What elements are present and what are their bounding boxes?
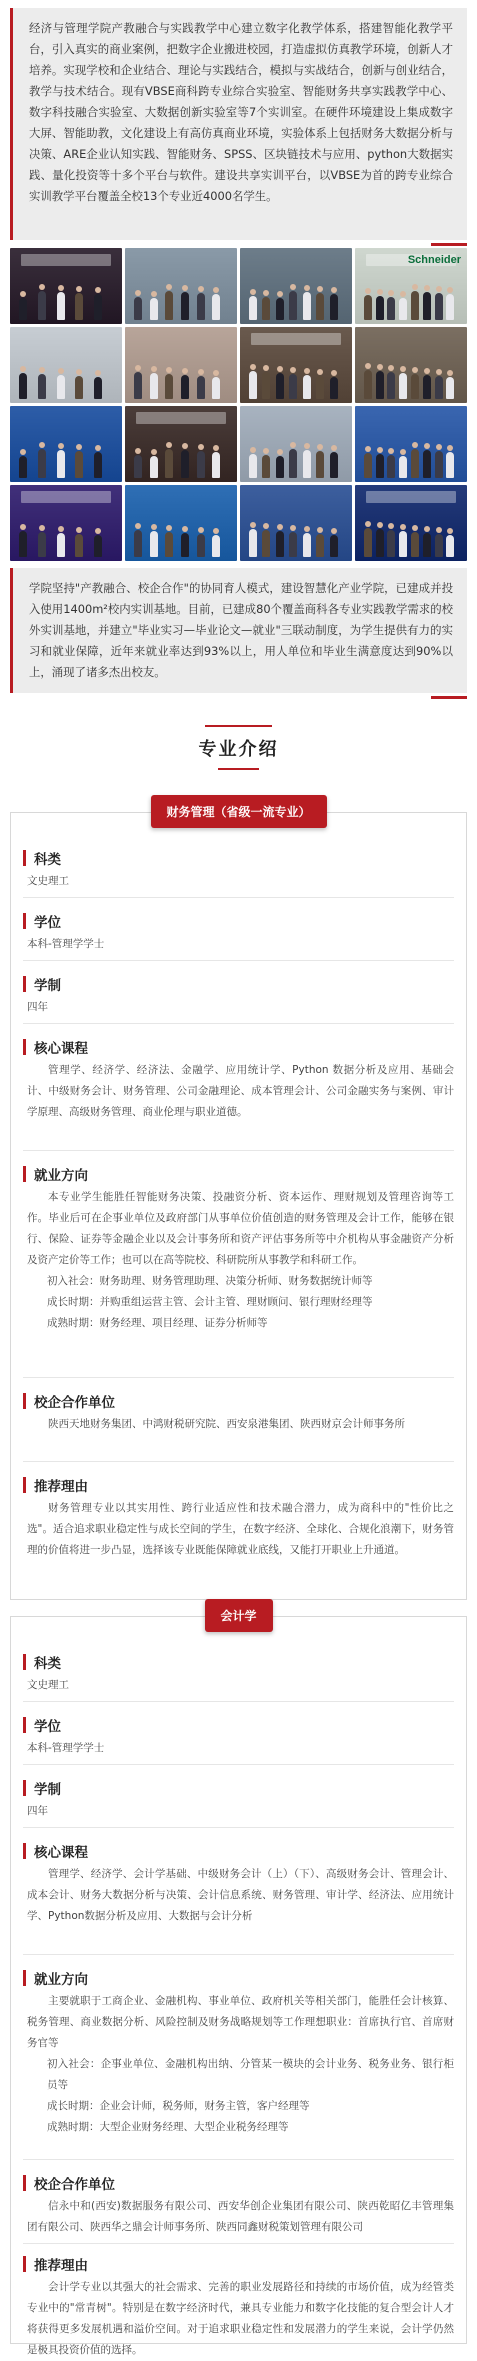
banner-decor xyxy=(21,491,111,503)
field-value: 陕西天地财务集团、中鸿财税研究院、西安泉港集团、陕西财京会计师事务所 xyxy=(48,1418,405,1430)
field-label: 学制 xyxy=(34,978,61,994)
person-figure xyxy=(165,291,173,320)
field-duration xyxy=(11,971,466,1018)
career-mature: 成熟时期：财务经理、项目经理、证券分析师等 xyxy=(47,1317,268,1329)
person-figure xyxy=(303,292,311,320)
person-figure xyxy=(446,294,454,320)
career-entry: 初入社会：企事业单位、金融机构出纳、分管某一模块的会计业务、税务业务、银行柜员等 xyxy=(47,2058,454,2091)
field-label: 学位 xyxy=(34,1719,61,1735)
person-figure xyxy=(197,293,205,320)
person-figure xyxy=(181,450,189,478)
person-figure xyxy=(387,372,395,399)
person-figure xyxy=(387,455,395,478)
person-figure xyxy=(249,454,257,478)
photo-5 xyxy=(10,327,122,403)
person-figure xyxy=(276,456,284,478)
photo-10 xyxy=(125,406,237,482)
person-figure xyxy=(75,376,83,399)
field-value: 财务管理专业以其实用性、跨行业适应性和技术融合潜力，成为商科中的"性价比之选"。适合追求职业稳定性与成长空间的学生，在数字经济、全球化、合规化浪潮下，财务管理的价值将进一步凸显，选择该专业既能保障就业底线，又能打开职业上升通道。 xyxy=(27,1502,454,1556)
section-title: 专业介绍 xyxy=(198,739,279,760)
field-career xyxy=(11,1161,466,1334)
photo-2 xyxy=(125,248,237,324)
banner-decor xyxy=(136,412,226,424)
person-figure xyxy=(94,377,102,399)
career-stages xyxy=(23,1271,454,1334)
divider xyxy=(23,1023,454,1024)
person-figure xyxy=(364,453,372,478)
person-figure xyxy=(330,535,338,557)
person-figure xyxy=(411,449,419,478)
field-label: 推荐理由 xyxy=(34,1479,88,1495)
person-figure xyxy=(330,377,338,399)
person-figure xyxy=(181,292,189,320)
person-figure xyxy=(423,375,431,399)
person-figure xyxy=(249,371,257,399)
major-card-financial-management xyxy=(10,805,467,1600)
person-figure xyxy=(303,533,311,557)
field-degree xyxy=(11,908,466,955)
person-figure xyxy=(212,452,220,478)
person-figure xyxy=(57,292,65,320)
field-value: 会计学专业以其强大的社会需求、完善的职业发展路径和持续的市场价值，成为经管类专业中的"常青树"。特别是在数字经济时代，兼具专业能力和数字化技能的复合型会计人才将获得更多发展机遇和溢价空间。对于追求职业稳定性和发展潜力的学生来说，会计学仍然是极具投资价值的选择。 xyxy=(27,2281,454,2356)
photo-6 xyxy=(125,327,237,403)
field-partners xyxy=(11,1388,466,1435)
field-value: 信永中和(西安)数据服务有限公司、西安华创企业集团有限公司、陕西乾昭亿丰管理集团有限公司、陕西华之鼎会计师事务所、陕西同鑫财税策划管理有限公司 xyxy=(27,2200,454,2233)
field-recommend xyxy=(11,1472,466,1561)
person-figure xyxy=(19,373,27,399)
person-figure xyxy=(197,376,205,399)
heading-bar xyxy=(23,1843,26,1859)
major-card-accounting xyxy=(10,1609,467,2356)
photo-1 xyxy=(10,248,122,324)
field-value: 文史理工 xyxy=(27,875,69,887)
person-figure xyxy=(134,297,142,320)
person-figure xyxy=(289,449,297,478)
person-figure xyxy=(435,376,443,399)
person-figure xyxy=(303,375,311,399)
banner-decor xyxy=(366,491,456,503)
person-figure xyxy=(330,452,338,478)
person-figure xyxy=(165,532,173,557)
person-figure xyxy=(289,374,297,399)
person-figure xyxy=(19,456,27,478)
field-label: 科类 xyxy=(34,1656,61,1672)
person-figure xyxy=(57,450,65,478)
field-category xyxy=(11,845,466,892)
person-figure xyxy=(316,534,324,557)
person-figure xyxy=(150,298,158,320)
photo-3 xyxy=(240,248,352,324)
major-tag: 财务管理（省级一流专业） xyxy=(150,795,326,828)
accent-bar xyxy=(431,243,467,246)
intro-panel xyxy=(10,8,467,240)
divider xyxy=(23,897,454,898)
person-figure xyxy=(387,530,395,557)
heading-bar xyxy=(23,1039,26,1055)
person-figure xyxy=(399,531,407,557)
intro-paragraph: 经济与管理学院产教融合与实践教学中心建立数字化教学体系，搭建智能化教学平台，引入真实的商业案例，把数字企业搬进校园，打造虚拟仿真教学环境，创新人才培养。实现学校和企业结合、理论与实践结合，模拟与实战结合，创新与创业结合，教学与技术结合。现有VBSE商科跨专业综合实验室、智能财务共享实践教学中心、数字科技融合实验室、大数据创新实验室等7个实训室。在硬件环境建设上集成数字大屏、智能助教，文化建设上有高仿真商业环境，实验体系上包括财务大数据分析与决策、ARE企业认知实践、智能财务、SPSS、区块链技术与应用、python大数据实践、量化投资等十多个平台与软件。建设共享实训平台，以VBSE为首的跨专业综合实训教学平台覆盖全校13个专业近4000名学生。 xyxy=(29,21,453,203)
heading-bar xyxy=(23,1970,26,1986)
person-figure xyxy=(134,372,142,399)
person-figure xyxy=(262,372,270,399)
person-figure xyxy=(249,296,257,320)
person-figure xyxy=(316,376,324,399)
person-figure xyxy=(212,377,220,399)
field-courses xyxy=(11,1034,466,1123)
person-figure xyxy=(75,451,83,478)
field-label: 就业方向 xyxy=(34,1168,88,1184)
heading-bar xyxy=(23,1166,26,1182)
person-figure xyxy=(303,450,311,478)
divider xyxy=(23,1461,454,1462)
field-label: 核心课程 xyxy=(34,1041,88,1057)
person-figure xyxy=(38,291,46,320)
person-figure xyxy=(262,530,270,557)
field-label: 学位 xyxy=(34,915,61,931)
person-figure xyxy=(134,530,142,557)
photo-8 xyxy=(355,327,467,403)
person-figure xyxy=(387,297,395,320)
person-figure xyxy=(316,451,324,478)
person-figure xyxy=(330,294,338,320)
person-figure xyxy=(364,370,372,399)
person-figure xyxy=(150,531,158,557)
photo-12 xyxy=(355,406,467,482)
person-figure xyxy=(411,532,419,557)
career-entry: 初入社会：财务助理、财务管理助理、决策分析师、财务数据统计师等 xyxy=(47,1275,373,1287)
person-figure xyxy=(262,297,270,320)
field-value: 管理学、经济学、经济法、金融学、应用统计学、Python 数据分析及应用、基础会计、中级财务会计、财务管理、公司金融理论、成本管理会计、公司金融实务与案例、审计学原理、高级财务管理、商业伦理与职业道德。 xyxy=(27,1064,454,1118)
photo-13 xyxy=(10,485,122,561)
photo-9 xyxy=(10,406,122,482)
person-figure xyxy=(19,531,27,557)
heading-bar xyxy=(23,976,26,992)
career-growth: 成长时期：企业会计师，税务师，财务主管，客户经理等 xyxy=(47,2100,310,2112)
career-intro: 主要就职于工商企业、金融机构、事业单位、政府机关等相关部门，能胜任会计核算、税务管理、商业数据分析、风险控制及财务战略规划等工作理想职业：首席执行官、首席财务官等 xyxy=(27,1995,454,2049)
career-mature: 成熟时期：大型企业财务经理、大型企业税务经理等 xyxy=(47,2121,289,2133)
heading-bar xyxy=(23,1393,26,1409)
field-degree xyxy=(11,1712,466,1759)
heading-bar xyxy=(23,913,26,929)
person-figure xyxy=(435,451,443,478)
person-figure xyxy=(38,374,46,399)
field-recommend xyxy=(11,2251,466,2361)
person-figure xyxy=(75,534,83,557)
person-figure xyxy=(94,294,102,320)
person-figure xyxy=(181,533,189,557)
field-value: 本科-管理学学士 xyxy=(27,938,105,950)
person-figure xyxy=(376,371,384,399)
person-figure xyxy=(38,532,46,557)
person-figure xyxy=(19,298,27,320)
field-label: 核心课程 xyxy=(34,1845,88,1861)
field-career xyxy=(11,1965,466,2138)
career-intro: 本专业学生能胜任智能财务决策、投融资分析、资本运作、理财规划及管理咨询等工作。毕业后可在企事业单位及政府部门从事单位价值创造的财务管理及会计工作，能够在银行、保险、证券等金融企业以及会计事务所和资产评估事务所等中介机构从事金融资产分析及资产定价等工作；也可以在高等院校、科研院所从事教学和科研工作。 xyxy=(27,1191,454,1266)
major-tag: 会计学 xyxy=(204,1599,272,1632)
divider xyxy=(23,1827,454,1828)
field-courses xyxy=(11,1838,466,1927)
heading-bar xyxy=(23,1780,26,1796)
person-figure xyxy=(435,293,443,320)
field-label: 校企合作单位 xyxy=(34,1395,115,1411)
divider xyxy=(23,1377,454,1378)
person-figure xyxy=(276,298,284,320)
heading-bar xyxy=(23,1654,26,1670)
person-figure xyxy=(399,373,407,399)
photo-16 xyxy=(355,485,467,561)
divider xyxy=(23,1764,454,1765)
title-top-rule xyxy=(205,725,272,727)
person-figure xyxy=(423,533,431,557)
person-figure xyxy=(276,531,284,557)
heading-bar xyxy=(23,1717,26,1733)
accent-bar xyxy=(431,696,467,699)
person-figure xyxy=(376,296,384,320)
person-figure xyxy=(150,456,158,478)
field-value: 本科-管理学学士 xyxy=(27,1742,105,1754)
field-label: 推荐理由 xyxy=(34,2258,88,2274)
career-stages xyxy=(23,2054,454,2138)
photo-4 xyxy=(355,248,467,324)
person-figure xyxy=(376,529,384,557)
career-growth: 成长时期：并购重组运营主管、会计主管、理财顾问、银行理财经理等 xyxy=(47,1296,373,1308)
person-figure xyxy=(411,374,419,399)
person-figure xyxy=(399,298,407,320)
person-figure xyxy=(150,373,158,399)
photo-11 xyxy=(240,406,352,482)
heading-bar xyxy=(23,1477,26,1493)
divider xyxy=(23,1150,454,1151)
person-figure xyxy=(262,455,270,478)
person-figure xyxy=(165,374,173,399)
banner-decor xyxy=(251,333,341,345)
person-figure xyxy=(435,534,443,557)
divider xyxy=(23,1954,454,1955)
banner-decor xyxy=(21,254,111,266)
photo-14 xyxy=(125,485,237,561)
person-figure xyxy=(423,450,431,478)
person-figure xyxy=(316,293,324,320)
field-label: 就业方向 xyxy=(34,1972,88,1988)
logo: Schneider xyxy=(407,254,461,266)
field-value: 管理学、经济学、会计学基础、中级财务会计（上）（下）、高级财务会计、管理会计、成本会计、财务大数据分析与决策、会计信息系统、财务管理、审计学、经济法、应用统计学、Python数据分析及应用、大数据与会计分析 xyxy=(27,1868,454,1922)
person-figure xyxy=(212,294,220,320)
person-figure xyxy=(446,535,454,557)
field-value: 四年 xyxy=(27,1805,48,1817)
photo-7 xyxy=(240,327,352,403)
heading-bar xyxy=(23,2175,26,2191)
person-figure xyxy=(289,532,297,557)
photo-15 xyxy=(240,485,352,561)
person-figure xyxy=(411,291,419,320)
field-value: 四年 xyxy=(27,1001,48,1013)
field-label: 校企合作单位 xyxy=(34,2177,115,2193)
person-figure xyxy=(134,455,142,478)
field-label: 学制 xyxy=(34,1782,61,1798)
person-figure xyxy=(276,373,284,399)
person-figure xyxy=(181,375,189,399)
person-figure xyxy=(289,291,297,320)
intro-paragraph-2: 学院坚持"产教融合、校企合作"的协同育人模式，建设智慧化产业学院，已建成并投入使用1400m²校内实训基地。目前，已建成80个覆盖商科各专业实践教学需求的校外实训基地，并建立"毕业实习—毕业论文—就业"三联动制度，为学生提供有力的实习和就业保障，近年来就业率达到93%以上，用人单位和毕业生满意度达到90%以上，涌现了诸多杰出校友。 xyxy=(29,581,453,679)
divider xyxy=(23,2159,454,2160)
field-partners xyxy=(11,2170,466,2238)
divider xyxy=(23,2243,454,2244)
field-category xyxy=(11,1649,466,1696)
intro-panel-2 xyxy=(10,568,467,693)
field-duration xyxy=(11,1775,466,1822)
person-figure xyxy=(38,449,46,478)
person-figure xyxy=(249,529,257,557)
person-figure xyxy=(94,535,102,557)
person-figure xyxy=(197,451,205,478)
person-figure xyxy=(75,293,83,320)
person-figure xyxy=(94,452,102,478)
person-figure xyxy=(165,449,173,478)
person-figure xyxy=(212,535,220,557)
person-figure xyxy=(197,534,205,557)
person-figure xyxy=(376,454,384,478)
person-figure xyxy=(57,533,65,557)
person-figure xyxy=(423,292,431,320)
person-figure xyxy=(399,456,407,478)
person-figure xyxy=(364,295,372,320)
person-figure xyxy=(446,377,454,399)
title-underline xyxy=(218,768,259,770)
person-figure xyxy=(364,528,372,557)
divider xyxy=(23,960,454,961)
person-figure xyxy=(57,375,65,399)
divider xyxy=(23,1701,454,1702)
field-value: 文史理工 xyxy=(27,1679,69,1691)
person-figure xyxy=(446,452,454,478)
heading-bar xyxy=(23,2256,26,2272)
heading-bar xyxy=(23,850,26,866)
field-label: 科类 xyxy=(34,852,61,868)
photo-gallery xyxy=(10,248,467,561)
